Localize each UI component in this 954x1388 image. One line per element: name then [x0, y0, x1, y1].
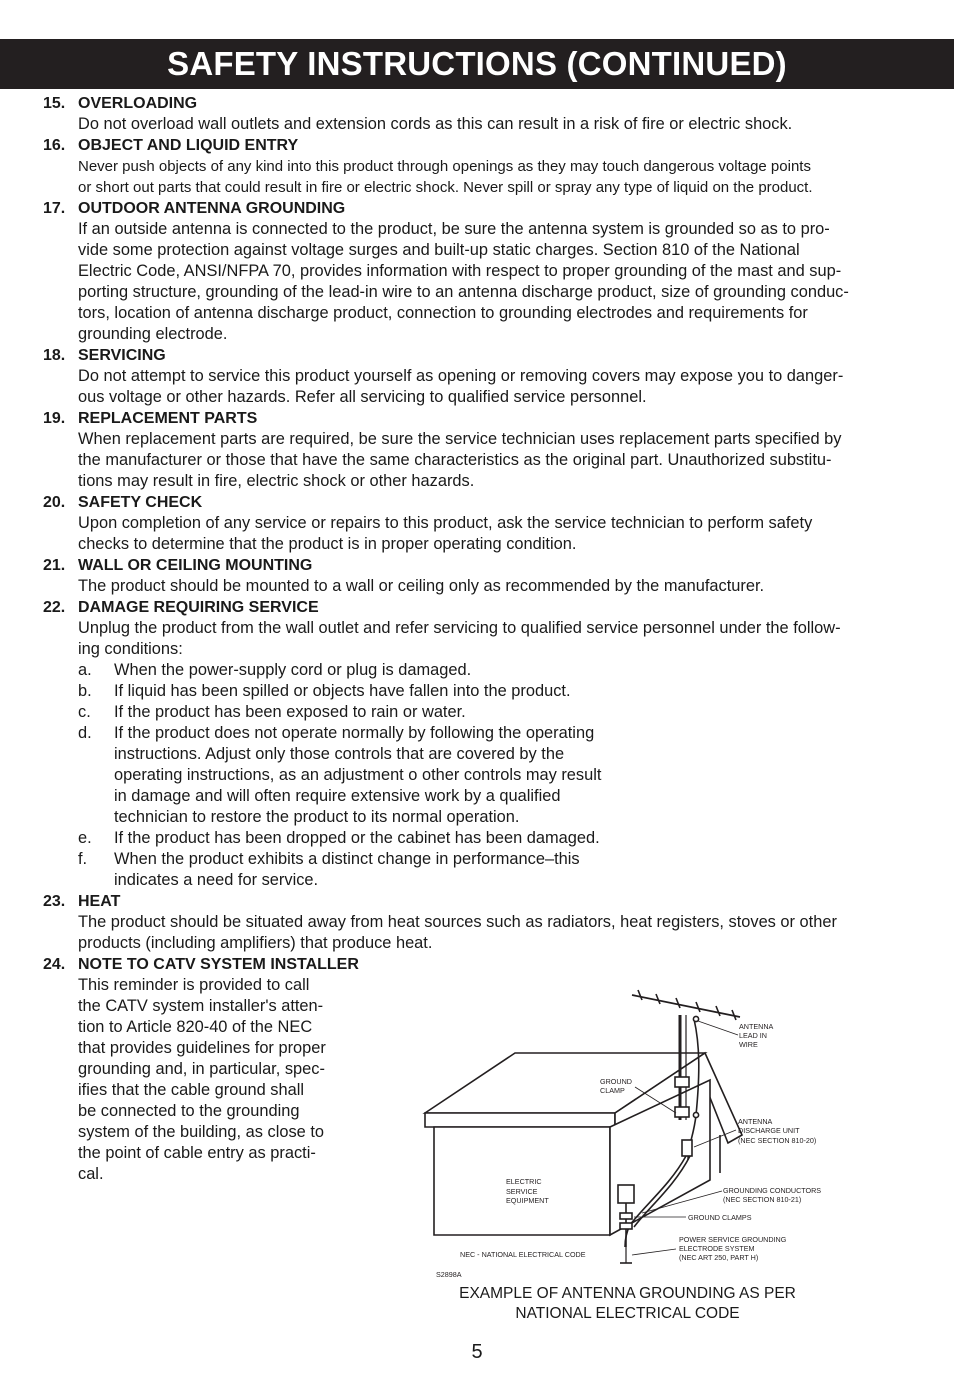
title-banner: [0, 39, 954, 89]
label-nec-note: NEC - NATIONAL ELECTRICAL CODE: [460, 1250, 586, 1259]
item-number: 18.: [43, 347, 66, 364]
item-title: REPLACEMENT PARTS: [78, 410, 258, 427]
item-title: HEAT: [78, 893, 121, 910]
body-line: If an outside antenna is connected to the product, be sure the antenna system is grounded so as to pro-: [78, 220, 830, 238]
item-number: 19.: [43, 410, 66, 427]
body-line: grounding electrode.: [78, 325, 228, 343]
caption-line: NATIONAL ELECTRICAL CODE: [515, 1305, 740, 1322]
item-title: NOTE TO CATV SYSTEM INSTALLER: [78, 956, 359, 973]
body-line: tion to Article 820-40 of the NEC: [78, 1018, 313, 1036]
page-number: 5: [471, 1341, 483, 1363]
body-line: checks to determine that the product is in proper operating condition.: [78, 535, 577, 553]
instruction-item: [0, 597, 954, 660]
body-line: system of the building, as close to: [78, 1123, 324, 1141]
sub-item: [78, 702, 954, 723]
item-title: OBJECT AND LIQUID ENTRY: [78, 137, 299, 154]
item-title: SERVICING: [78, 347, 166, 364]
sub-item-letter: a.: [78, 661, 92, 679]
sub-item-line: technician to restore the product to its normal operation.: [114, 808, 520, 826]
body-line: Electric Code, ANSI/NFPA 70, provides information with respect to proper grounding of the mast and sup-: [78, 262, 842, 280]
body-line: Do not attempt to service this product yourself as opening or removing covers may expose you to danger-: [78, 367, 844, 385]
label-discharge-unit: ANTENNA DISCHARGE UNIT (NEC SECTION 810-20): [738, 1117, 817, 1145]
discharge-unit: [682, 1140, 692, 1156]
item-number: 16.: [43, 137, 66, 154]
body-line: When replacement parts are required, be sure the service technician uses replacement parts specified by: [78, 430, 842, 448]
body-line: tions may result in fire, electric shock or other hazards.: [78, 472, 475, 490]
sub-item-letter: f.: [78, 850, 88, 868]
label-electric-service: ELECTRIC SERVICE EQUIPMENT: [506, 1177, 549, 1205]
sub-item-line: If the product does not operate normally by following the operating: [114, 724, 595, 742]
label-power-service: POWER SERVICE GROUNDING ELECTRODE SYSTEM (NEC ART 250, PART H): [679, 1235, 787, 1262]
label-code: S2898A: [436, 1270, 462, 1279]
sub-item: [78, 849, 954, 891]
sub-item-line: indicates a need for service.: [114, 871, 319, 889]
instruction-item: [0, 345, 954, 408]
body-line: or short out parts that could result in fire or electric shock. Never spill or spray any type of liquid on the product.: [78, 179, 813, 196]
item-title: OUTDOOR ANTENNA GROUNDING: [78, 200, 346, 217]
sub-item-letter: e.: [78, 829, 92, 847]
body-line: be connected to the grounding: [78, 1102, 300, 1120]
body-line: porting structure, grounding of the lead-in wire to an antenna discharge product, size of grounding conduc-: [78, 283, 849, 301]
sub-item-letter: c.: [78, 703, 91, 721]
body-line: ous voltage or other hazards. Refer all servicing to qualified service personnel.: [78, 388, 647, 406]
body-line: the CATV system installer's atten-: [78, 997, 324, 1015]
body-line: grounding and, in particular, spec-: [78, 1060, 325, 1078]
item-number: 20.: [43, 494, 66, 511]
body-line: tors, location of antenna discharge product, connection to grounding electrodes and requirements for: [78, 304, 808, 322]
body-line: ifies that the cable ground shall: [78, 1081, 304, 1099]
body-line: Never push objects of any kind into this product through openings as they may touch dangerous voltage points: [78, 158, 811, 175]
sub-item-line: When the power-supply cord or plug is damaged.: [114, 661, 472, 679]
antenna-elements: [632, 995, 740, 1017]
page-title: SAFETY INSTRUCTIONS (CONTINUED): [167, 45, 787, 82]
body-line: Upon completion of any service or repairs to this product, ask the service technician to perform safety: [78, 514, 813, 532]
body-line: Do not overload wall outlets and extension cords as this can result in a risk of fire or electric shock.: [78, 115, 793, 133]
instruction-item: [0, 408, 954, 492]
diagram-caption: [400, 1284, 855, 1324]
instruction-item: [0, 198, 954, 345]
label-ground-clamps: GROUND CLAMPS: [688, 1213, 752, 1222]
body-line: the manufacturer or those that have the same characteristics as the original part. Unauthorized substitu-: [78, 451, 832, 469]
instruction-item: [0, 555, 954, 597]
sub-item-letter: b.: [78, 682, 92, 700]
instruction-item: [0, 891, 954, 954]
sub-item: [78, 828, 954, 849]
item-title: WALL OR CEILING MOUNTING: [78, 557, 313, 574]
body-line: cal.: [78, 1165, 104, 1183]
item-title: DAMAGE REQUIRING SERVICE: [78, 599, 319, 616]
body-line: The product should be situated away from heat sources such as radiators, heat registers, stoves or other: [78, 913, 837, 931]
item-number: 17.: [43, 200, 66, 217]
item-title: SAFETY CHECK: [78, 494, 203, 511]
sub-item: [78, 660, 954, 681]
label-grounding-conductors: GROUNDING CONDUCTORS (NEC SECTION 810-21): [723, 1186, 822, 1204]
caption-line: EXAMPLE OF ANTENNA GROUNDING AS PER: [459, 1285, 796, 1302]
body-line: the point of cable entry as practi-: [78, 1144, 316, 1162]
item-number: 15.: [43, 95, 66, 112]
instruction-item: [0, 135, 954, 198]
sub-item-line: If the product has been dropped or the cabinet has been damaged.: [114, 829, 600, 847]
sub-item-line: If the product has been exposed to rain or water.: [114, 703, 466, 721]
body-line: vide some protection against voltage surges and built-up static charges. Section 810 of the National: [78, 241, 800, 259]
label-ground-clamp: GROUND CLAMP: [600, 1077, 632, 1095]
sub-item: [78, 681, 954, 702]
sub-item-line: instructions. Adjust only those controls that are covered by the: [114, 745, 565, 763]
item-number: 22.: [43, 599, 66, 616]
instruction-item: [0, 93, 954, 135]
item-number: 24.: [43, 956, 66, 973]
sub-item-line: operating instructions, as an adjustment o other controls may result: [114, 766, 602, 784]
instruction-item: [0, 492, 954, 555]
sub-item: [78, 723, 954, 828]
body-line: that provides guidelines for proper: [78, 1039, 326, 1057]
body-line: products (including amplifiers) that produce heat.: [78, 934, 433, 952]
sub-item-line: If liquid has been spilled or objects have fallen into the product.: [114, 682, 571, 700]
sub-item-letter: d.: [78, 724, 92, 742]
sub-item-line: When the product exhibits a distinct change in performance–this: [114, 850, 580, 868]
body-line: Unplug the product from the wall outlet and refer servicing to qualified service personnel under the follow-: [78, 619, 841, 637]
sub-item-line: in damage and will often require extensive work by a qualified: [114, 787, 561, 805]
label-antenna-lead: ANTENNA LEAD IN WIRE: [739, 1022, 773, 1049]
antenna-grounding-diagram: [420, 985, 840, 1285]
body-line: The product should be mounted to a wall or ceiling only as recommended by the manufacturer.: [78, 577, 765, 595]
item-title: OVERLOADING: [78, 95, 198, 112]
body-line: This reminder is provided to call: [78, 976, 310, 994]
item-number: 21.: [43, 557, 66, 574]
item-number: 23.: [43, 893, 66, 910]
body-line: ing conditions:: [78, 640, 183, 658]
electric-service-box: [618, 1185, 634, 1203]
